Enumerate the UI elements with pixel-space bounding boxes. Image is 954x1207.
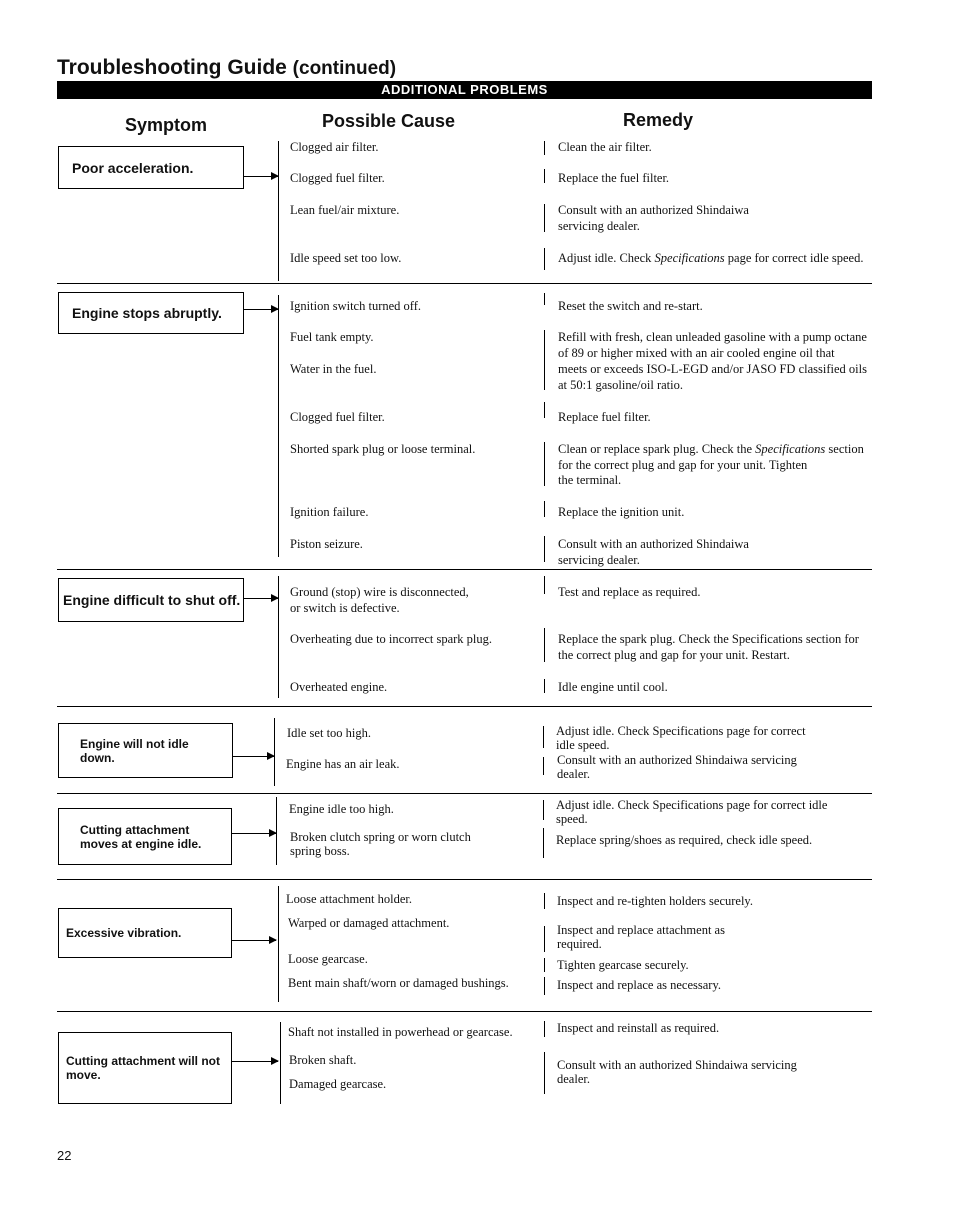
arrow-icon [244,176,278,177]
cause-bracket [276,797,277,865]
remedy-bracket [544,501,545,517]
remedy-bracket [544,293,545,305]
cause-text: Shorted spark plug or loose terminal. [290,442,476,456]
cause-bracket [274,718,275,786]
cause-text: Warped or damaged attachment. [288,916,450,930]
remedy-fragment: Clean or replace spark plug. Check the [558,442,756,456]
remedy-text: Reset the switch and re-start. [558,299,703,313]
remedy-bracket [544,958,545,972]
remedy-text: Adjust idle. Check Specifications page for correct idle [556,798,828,812]
page-title [57,56,396,80]
cause-text: Idle speed set too low. [290,251,402,265]
symptom-box [58,808,232,865]
remedy-text: Consult with an authorized Shindaiwa servicing [557,753,797,767]
remedy-text: dealer. [557,1072,590,1086]
cause-text: Idle set too high. [287,726,372,740]
remedy-text: Clean the air filter. [558,140,652,154]
band-label: ADDITIONAL PROBLEMS [381,82,548,97]
symptom-label: Cutting attachment [80,822,190,837]
remedy-bracket [544,536,545,562]
remedy-bracket [544,679,545,693]
cause-text: Ignition switch turned off. [290,299,421,313]
symptom-box [58,578,244,622]
remedy-text: Inspect and replace attachment as [557,923,725,937]
cause-text: Clogged fuel filter. [290,171,385,185]
title-sub: (continued) [292,58,397,79]
remedy-text: Replace the spark plug. Check the Specifications section for [558,632,859,646]
remedy-bracket [544,141,545,155]
remedy-text: Refill with fresh, clean unleaded gasoline with a pump octane [558,330,867,344]
remedy-text: servicing dealer. [558,553,640,567]
cause-bracket [278,576,279,698]
remedy-bracket [544,926,545,952]
remedy-text: Consult with an authorized Shindaiwa [558,203,749,217]
remedy-bracket [544,442,545,486]
section-divider [57,283,872,284]
symptom-label: Excessive vibration. [66,926,182,940]
remedy-text: Replace spring/shoes as required, check idle speed. [556,833,813,847]
remedy-header: Remedy [623,110,694,130]
cause-text: Fuel tank empty. [290,330,374,344]
remedy-text: Consult with an authorized Shindaiwa [558,537,749,551]
section-divider [57,569,872,570]
remedy-text: Idle engine until cool. [558,680,668,694]
cause-text: or switch is defective. [290,601,400,615]
cause-text: Water in the fuel. [290,362,377,376]
remedy-text [558,250,863,266]
remedy-text: Inspect and re-tighten holders securely. [557,894,753,908]
remedy-text: Replace the ignition unit. [558,505,685,519]
remedy-text: the correct plug and gap for your unit. Restart. [558,648,790,662]
symptom-label: Poor acceleration. [72,159,194,176]
remedy-text: Tighten gearcase securely. [557,958,689,972]
arrow-icon [232,833,276,834]
remedy-bracket [544,1021,545,1037]
arrow-icon [232,1061,278,1062]
symptom-box [58,1032,232,1104]
symptom-label: Engine difficult to shut off. [63,592,241,608]
cause-text: Bent main shaft/worn or damaged bushings. [288,976,509,990]
title-main: Troubleshooting Guide [57,56,287,79]
cause-text: Engine idle too high. [289,802,394,816]
cause-text: Engine has an air leak. [286,757,400,771]
arrow-icon [233,756,274,757]
section-band [57,81,872,99]
cause-text: Clogged air filter. [290,140,379,154]
remedy-bracket [543,828,544,858]
cause-bracket [278,295,279,557]
cause-text: Overheating due to incorrect spark plug. [290,632,493,646]
remedy-bracket [543,726,544,748]
remedy-text: at 50:1 gasoline/oil ratio. [558,378,683,392]
symptom-label: moves at engine idle. [80,836,202,851]
cause-text: Loose attachment holder. [286,892,413,906]
cause-text: Ground (stop) wire is disconnected, [290,585,469,599]
remedy-text: Replace the fuel filter. [558,171,670,185]
remedy-bracket [544,402,545,418]
remedy-fragment: section [825,442,864,456]
symptom-box [58,908,232,958]
remedy-text: servicing dealer. [558,219,640,233]
cause-text: Overheated engine. [290,680,388,694]
cause-bracket [278,886,279,1002]
cause-bracket [278,141,279,281]
cause-text: Broken clutch spring or worn clutch [290,830,471,844]
remedy-bracket [544,248,545,270]
remedy-bracket [544,169,545,183]
remedy-fragment: page for correct idle speed. [724,251,864,265]
remedy-emphasis: Specifications [654,251,725,265]
remedy-text: Inspect and reinstall as required. [557,1021,720,1035]
remedy-text: the terminal. [558,473,622,487]
remedy-text [558,441,864,457]
symptom-label: Engine stops abruptly. [72,305,222,321]
symptom-label: Engine will not idle [80,736,189,751]
remedy-text: meets or exceeds ISO-L-EGD and/or JASO FD classified oils [558,362,867,376]
remedy-text: speed. [556,812,588,826]
section-divider [57,879,872,880]
cause-text: Piston seizure. [290,537,363,551]
remedy-bracket [543,800,544,820]
remedy-bracket [544,628,545,662]
arrow-icon [232,940,276,941]
remedy-text: dealer. [557,767,590,781]
remedy-text: required. [557,937,602,951]
cause-text: Clogged fuel filter. [290,410,385,424]
symptom-box [58,146,244,189]
remedy-bracket [544,893,545,909]
remedy-text: Adjust idle. Check Specifications page for correct [556,724,806,738]
symptom-box [58,292,244,334]
section-divider [57,706,872,707]
remedy-bracket [543,757,544,775]
remedy-bracket [544,576,545,594]
remedy-text: idle speed. [556,738,610,752]
symptom-label: move. [66,1068,101,1082]
remedy-bracket [544,977,545,995]
remedy-bracket [544,330,545,390]
remedy-bracket [544,1052,545,1094]
remedy-fragment: Adjust idle. Check [558,251,655,265]
cause-text: Broken shaft. [289,1053,357,1067]
remedy-text: Replace fuel filter. [558,410,651,424]
symptom-header: Symptom [125,115,208,135]
cause-text: spring boss. [290,844,350,858]
cause-text: Loose gearcase. [288,952,368,966]
remedy-text: Test and replace as required. [558,585,701,599]
remedy-text: of 89 or higher mixed with an air cooled engine oil that [558,346,835,360]
cause-text: Lean fuel/air mixture. [290,203,400,217]
remedy-text: Consult with an authorized Shindaiwa servicing [557,1058,797,1072]
cause-text: Ignition failure. [290,505,369,519]
remedy-bracket [544,204,545,232]
section-divider [57,1011,872,1012]
symptom-label: down. [80,750,115,765]
remedy-text: for the correct plug and gap for your unit. Tighten [558,458,808,472]
cause-bracket [280,1022,281,1104]
cause-header: Possible Cause [322,111,456,131]
symptom-label: Cutting attachment will not [66,1054,220,1068]
symptom-box [58,723,233,778]
arrow-icon [244,598,278,599]
section-divider [57,793,872,794]
cause-text: Shaft not installed in powerhead or gearcase. [288,1025,513,1039]
arrow-icon [244,309,278,310]
cause-text: Damaged gearcase. [289,1077,387,1091]
remedy-emphasis: Specifications [755,442,826,456]
page-number: 22 [57,1148,72,1163]
remedy-text: Inspect and replace as necessary. [557,978,722,992]
